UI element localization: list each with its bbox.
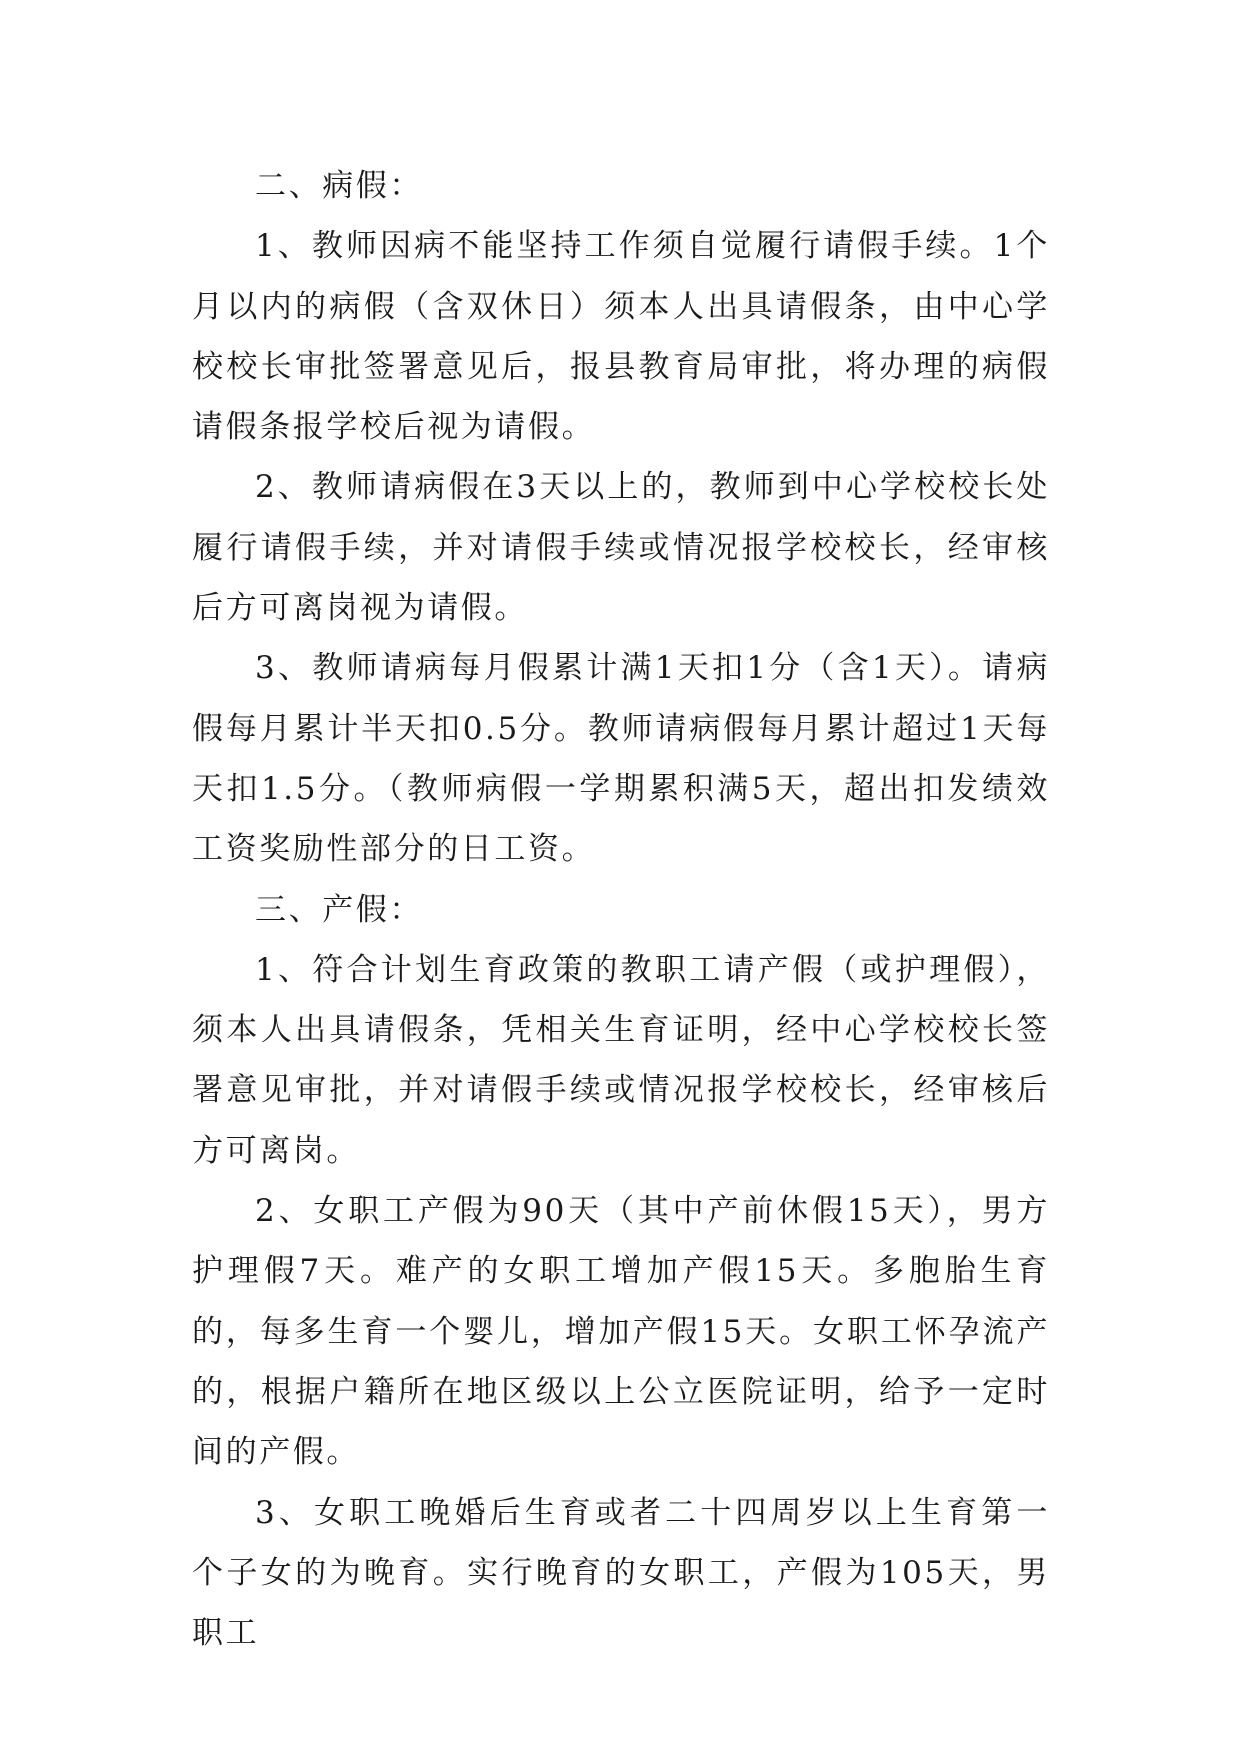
paragraph: 2、女职工产假为90天（其中产前休假15天），男方护理假7天。难产的女职工增加产假15天。多胞胎生育的，每多生育一个婴儿，增加产假15天。女职工怀孕流产的，根据户籍所在地区级以上公立医院证明，给予一定时间的产假。 (192, 1193, 1050, 1471)
section-heading-sick-leave: 二、病假： (255, 168, 423, 204)
paragraph: 3、女职工晚婚后生育或者二十四周岁以上生育第一个子女的为晚育。实行晚育的女职工，产假为105天，男职工 (192, 1494, 1050, 1652)
paragraph: 2、教师请病假在3天以上的，教师到中心学校校长处履行请假手续，并对请假手续或情况报学校校长，经审核后方可离岗视为请假。 (192, 469, 1050, 627)
paragraph: 1、符合计划生育政策的教职工请产假（或护理假），须本人出具请假条，凭相关生育证明，经中心学校校长签署意见审批，并对请假手续或情况报学校校长，经审核后方可离岗。 (192, 951, 1050, 1169)
paragraph: 1、教师因病不能坚持工作须自觉履行请假手续。1个月以内的病假（含双休日）须本人出具请假条，由中心学校校长审批签署意见后，报县教育局审批，将办理的病假请假条报学校后视为请假。 (192, 228, 1050, 446)
document-body (192, 156, 1050, 1663)
paragraph: 3、教师请病每月假累计满1天扣1分（含1天）。请病假每月累计半天扣0.5分。教师请病假每月累计超过1天每天扣1.5分。（教师病假一学期累积满5天，超出扣发绩效工资奖励性部分的日工资。 (192, 650, 1050, 868)
section-heading-maternity-leave: 三、产假： (255, 891, 423, 928)
